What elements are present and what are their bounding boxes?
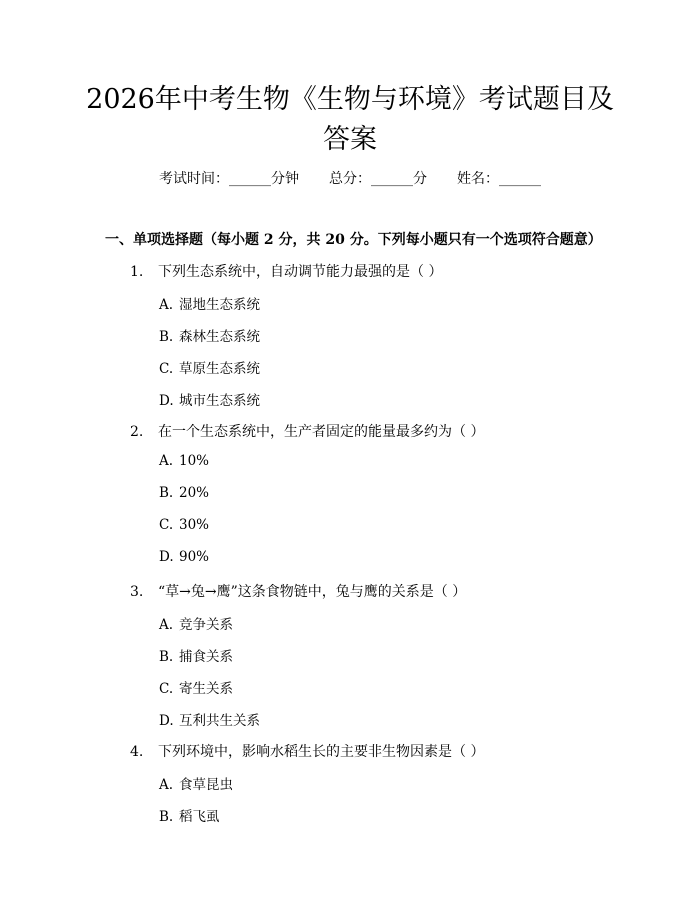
option-text: 互利共生关系 bbox=[179, 713, 260, 729]
option-1a bbox=[159, 293, 260, 313]
page-title bbox=[80, 80, 620, 160]
option-letter: B. bbox=[159, 485, 174, 501]
option-letter: C. bbox=[159, 681, 174, 697]
question-text: 下列生态系统中，自动调节能力最强的是（ ） bbox=[158, 264, 443, 280]
question-number: 3. bbox=[130, 584, 144, 600]
option-1d bbox=[159, 389, 260, 409]
option-4b bbox=[159, 805, 220, 825]
option-letter: D. bbox=[159, 549, 174, 565]
option-text: 30% bbox=[179, 517, 210, 533]
option-1b bbox=[159, 325, 260, 345]
option-letter: B. bbox=[159, 329, 174, 345]
option-3c bbox=[159, 677, 233, 697]
title-line-1: 2026年中考生物《生物与环境》考试题目及 bbox=[86, 84, 614, 115]
question-number: 2. bbox=[130, 424, 144, 440]
option-text: 10% bbox=[179, 453, 210, 469]
option-text: 城市生态系统 bbox=[179, 393, 260, 409]
option-text: 捕食关系 bbox=[179, 649, 233, 665]
option-letter: D. bbox=[159, 393, 174, 409]
name-blank: ______ bbox=[499, 171, 541, 187]
score-label: 总分： bbox=[329, 171, 371, 187]
question-4 bbox=[130, 741, 484, 761]
option-letter: A. bbox=[159, 617, 174, 633]
question-2 bbox=[130, 421, 484, 441]
option-3d bbox=[159, 709, 260, 729]
time-label: 考试时间： bbox=[159, 171, 229, 187]
option-letter: C. bbox=[159, 517, 174, 533]
question-text: 下列环境中，影响水稻生长的主要非生物因素是（ ） bbox=[158, 744, 485, 760]
option-text: 寄生关系 bbox=[179, 681, 233, 697]
option-2b bbox=[159, 485, 209, 501]
name-label: 姓名： bbox=[457, 171, 499, 187]
time-blank: ______ bbox=[229, 171, 271, 187]
option-letter: D. bbox=[159, 713, 174, 729]
option-text: 竞争关系 bbox=[179, 617, 233, 633]
option-2a bbox=[159, 453, 209, 469]
option-text: 草原生态系统 bbox=[179, 361, 260, 377]
title-line-2: 答案 bbox=[323, 124, 377, 155]
question-3 bbox=[130, 581, 466, 601]
option-letter: B. bbox=[159, 809, 174, 825]
option-3a bbox=[159, 613, 233, 633]
option-text: 森林生态系统 bbox=[179, 329, 260, 345]
option-text: 食草昆虫 bbox=[179, 777, 233, 793]
option-4a bbox=[159, 773, 233, 793]
option-1c bbox=[159, 357, 260, 377]
option-letter: A. bbox=[159, 453, 174, 469]
option-text: 90% bbox=[179, 549, 210, 565]
option-letter: C. bbox=[159, 361, 174, 377]
time-unit: 分钟 bbox=[271, 171, 299, 187]
option-2c bbox=[159, 517, 209, 533]
exam-info-line bbox=[0, 168, 700, 188]
score-unit: 分 bbox=[413, 171, 427, 187]
option-text: 稻飞虱 bbox=[179, 809, 220, 825]
option-letter: A. bbox=[159, 297, 174, 313]
section-heading: 一、单项选择题（每小题 2 分，共 20 分。下列每小题只有一个选项符合题意） bbox=[105, 232, 602, 248]
question-number: 1. bbox=[130, 264, 144, 280]
question-text: “草→兔→鹰”这条食物链中，兔与鹰的关系是（ ） bbox=[158, 584, 467, 600]
question-text: 在一个生态系统中，生产者固定的能量最多约为（ ） bbox=[158, 424, 485, 440]
score-blank: ______ bbox=[371, 171, 413, 187]
option-letter: A. bbox=[159, 777, 174, 793]
question-number: 4. bbox=[130, 744, 144, 760]
option-3b bbox=[159, 645, 233, 665]
option-text: 湿地生态系统 bbox=[179, 297, 260, 313]
option-text: 20% bbox=[179, 485, 210, 501]
question-1 bbox=[130, 261, 442, 281]
option-2d bbox=[159, 549, 209, 565]
option-letter: B. bbox=[159, 649, 174, 665]
